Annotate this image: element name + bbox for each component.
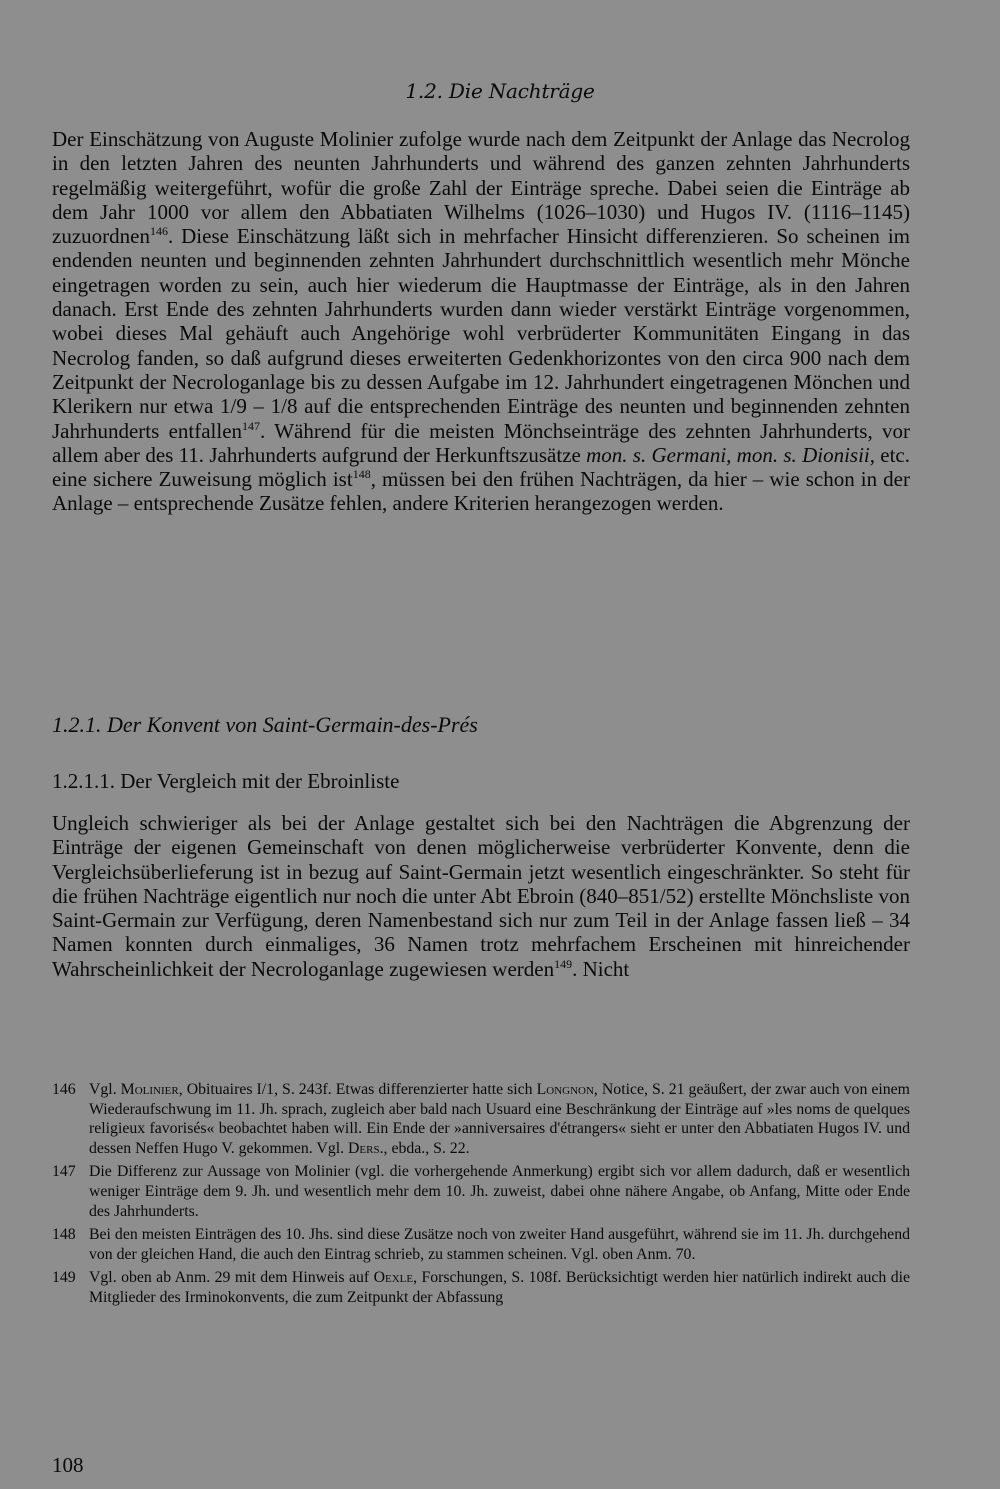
page-number: 108 (52, 1453, 84, 1477)
paragraph-text: . Diese Einschätzung läßt sich in mehrfacher Hinsicht differenzieren. So scheinen im endenden neunten und beginnenden zehnten Jahrhundert durchschnittlich wesentlich mehr Mönche eingetragen worden zu sein, auch hier wiederum die Hauptmasse der Einträge, als in den Jahren danach. Erst Ende des zehnten Jahrhunderts wurden dann wieder verstärkt Einträge vorgenommen, wobei dieses Mal gehäuft auch Angehörige wohl verbrüderter Kommunitäten Eingang in das Necrolog fanden, so daß aufgrund dieses erweiterten Gedenkhorizontes von den circa 900 nach dem Zeitpunkt der Necrologanlage bis zu dessen Aufgabe im 12. Jahrhundert eingetragenen Mönchen und Klerikern nur etwa 1/9 – 1/8 auf die entsprechenden Einträge des neunten und beginnenden zehnten Jahrhunderts entfallen (52, 224, 910, 443)
author-name: Molinier (120, 1081, 179, 1098)
author-name: Oexle (373, 1269, 414, 1287)
footnote-ref-147[interactable]: 147 (242, 418, 261, 433)
paragraph-text: Ungleich schwieriger als bei der Anlage gestaltet sich bei den Nachträgen die Abgrenzung der Einträge der eigenen Gemeinschaft von denen möglicherweise verbrüderter Konvente, denn die Vergleichsüberlieferung ist in bezug auf Saint-Germain jetzt wesentlich eingeschränkter. So steht für die frühen Nachträge eigentlich nur noch die unter Abt Ebroin (840–851/52) erstellte Mönchsliste von Saint-Germain zur Verfügung, deren Namenbestand sich nur zum Teil in der Anlage fassen ließ – 34 Namen konnten durch einmaliges, 36 Namen trotz mehrfachem Erscheinen mit hinreichender Wahrscheinlichkeit der Necrologanlage zugewiesen werden (52, 811, 910, 981)
footnote-text (89, 1080, 910, 1158)
footnote-149 (52, 1268, 910, 1307)
paragraph-text: , müssen bei den frühen Nachträgen, da hier – wie schon in der Anlage – entsprechende Zusätze fehlen, andere Kriterien herangezogen werden. (52, 467, 910, 516)
paragraph-text: etc. eine sichere Zuweisung möglich ist (52, 442, 910, 492)
footnote-147 (52, 1162, 910, 1221)
author-name: Longnon (536, 1081, 594, 1098)
footnote-text: Die Differenz zur Aussage von Molinier (vgl. die vorhergehende Anmerkung) ergibt sich vor allem dadurch, daß er wesentlich weniger Einträge dem 9. Jh. und wesentlich mehr dem 10. Jh. zuweist, dabei ohne nähere Angabe, ob Anfang, Mitte oder Ende des Jahrhunderts. (89, 1163, 910, 1220)
footnote-number: 146 (52, 1081, 76, 1098)
footnote-text: Bei den meisten Einträgen des 10. Jhs. sind diese Zusätze noch von zweiter Hand ausgeführt, während sie im 11. Jh. durchgehend von der gleichen Hand, die auch den Eintrag schrieb, zu stammen scheinen. Vgl. oben Anm. 70. (89, 1226, 910, 1263)
paragraph-text: . Während für die meisten Mönchseinträge des zehnten Jahrhunderts, vor allem aber des 11. Jahrhunderts aufgrund der Herkunftszusätze (52, 418, 910, 467)
footnote-number: 149 (52, 1269, 76, 1287)
footnote-ref-146[interactable]: 146 (149, 224, 168, 239)
footnote-148 (52, 1225, 910, 1264)
author-name: Ders (348, 1139, 380, 1157)
section-heading: 1.2. Die Nachträge (405, 79, 595, 103)
subsubsection-heading: 1.2.1.1. Der Vergleich mit der Ebroinliste (52, 769, 400, 793)
footnote-146 (52, 1080, 910, 1158)
footnote-segment: , Obituaires I/1, S. 243f. Etwas differenzierter hatte sich (178, 1081, 537, 1098)
footnote-ref-148[interactable]: 148 (352, 467, 371, 482)
footnote-segment: ., ebda., S. 22. (379, 1139, 470, 1157)
paragraph-text: . Nicht (572, 956, 630, 981)
footnotes (52, 1080, 910, 1312)
paragraph-intro (52, 127, 910, 516)
paragraph-ebroin (52, 811, 910, 981)
latin-term: mon. s. Germani, mon. s. Dionisii, (586, 442, 875, 467)
subsection-heading: 1.2.1. Der Konvent von Saint-Germain-des-Prés (52, 712, 478, 737)
footnote-segment: Vgl. oben ab Anm. 29 mit dem Hinweis auf (89, 1269, 374, 1287)
footnote-number: 147 (52, 1163, 76, 1181)
footnote-segment: , Notice, S. 21 geäußert, der zwar auch von einem Wiederaufschwung im 11. Jh. sprach, zugleich aber bald nach Usuard eine Beschränkung der Einträge auf »les noms de quelques religieux favorisés« beobachtet haben will. Ein Ende der »anniversaires d'étrangers« sieht er unter den Abbatiaten Hugos IV. und dessen Neffen Hugo V. gekommen. Vgl. (89, 1081, 910, 1157)
footnote-ref-149[interactable]: 149 (554, 956, 573, 971)
footnote-segment: Vgl. (89, 1081, 121, 1098)
paragraph-text: Der Einschätzung von Auguste Molinier zufolge wurde nach dem Zeitpunkt der Anlage das Necrolog in den letzten Jahren des neunten Jahrhunderts und während des ganzen zehnten Jahrhunderts regelmäßig weitergeführt, wofür die große Zahl der Einträge spreche. Dabei seien die Einträge ab dem Jahr 1000 vor allem den Abbatiaten Wilhelms (1026–1030) und Hugos IV. (1116–1145) zuzuordnen (52, 127, 910, 249)
footnote-segment: , Forschungen, S. 108f. Berücksichtigt werden hier natürlich indirekt auch die Mitglieder des Irminokonvents, die zum Zeitpunkt der Abfassung (89, 1269, 910, 1306)
footnote-text (89, 1268, 910, 1307)
footnote-number: 148 (52, 1226, 76, 1244)
